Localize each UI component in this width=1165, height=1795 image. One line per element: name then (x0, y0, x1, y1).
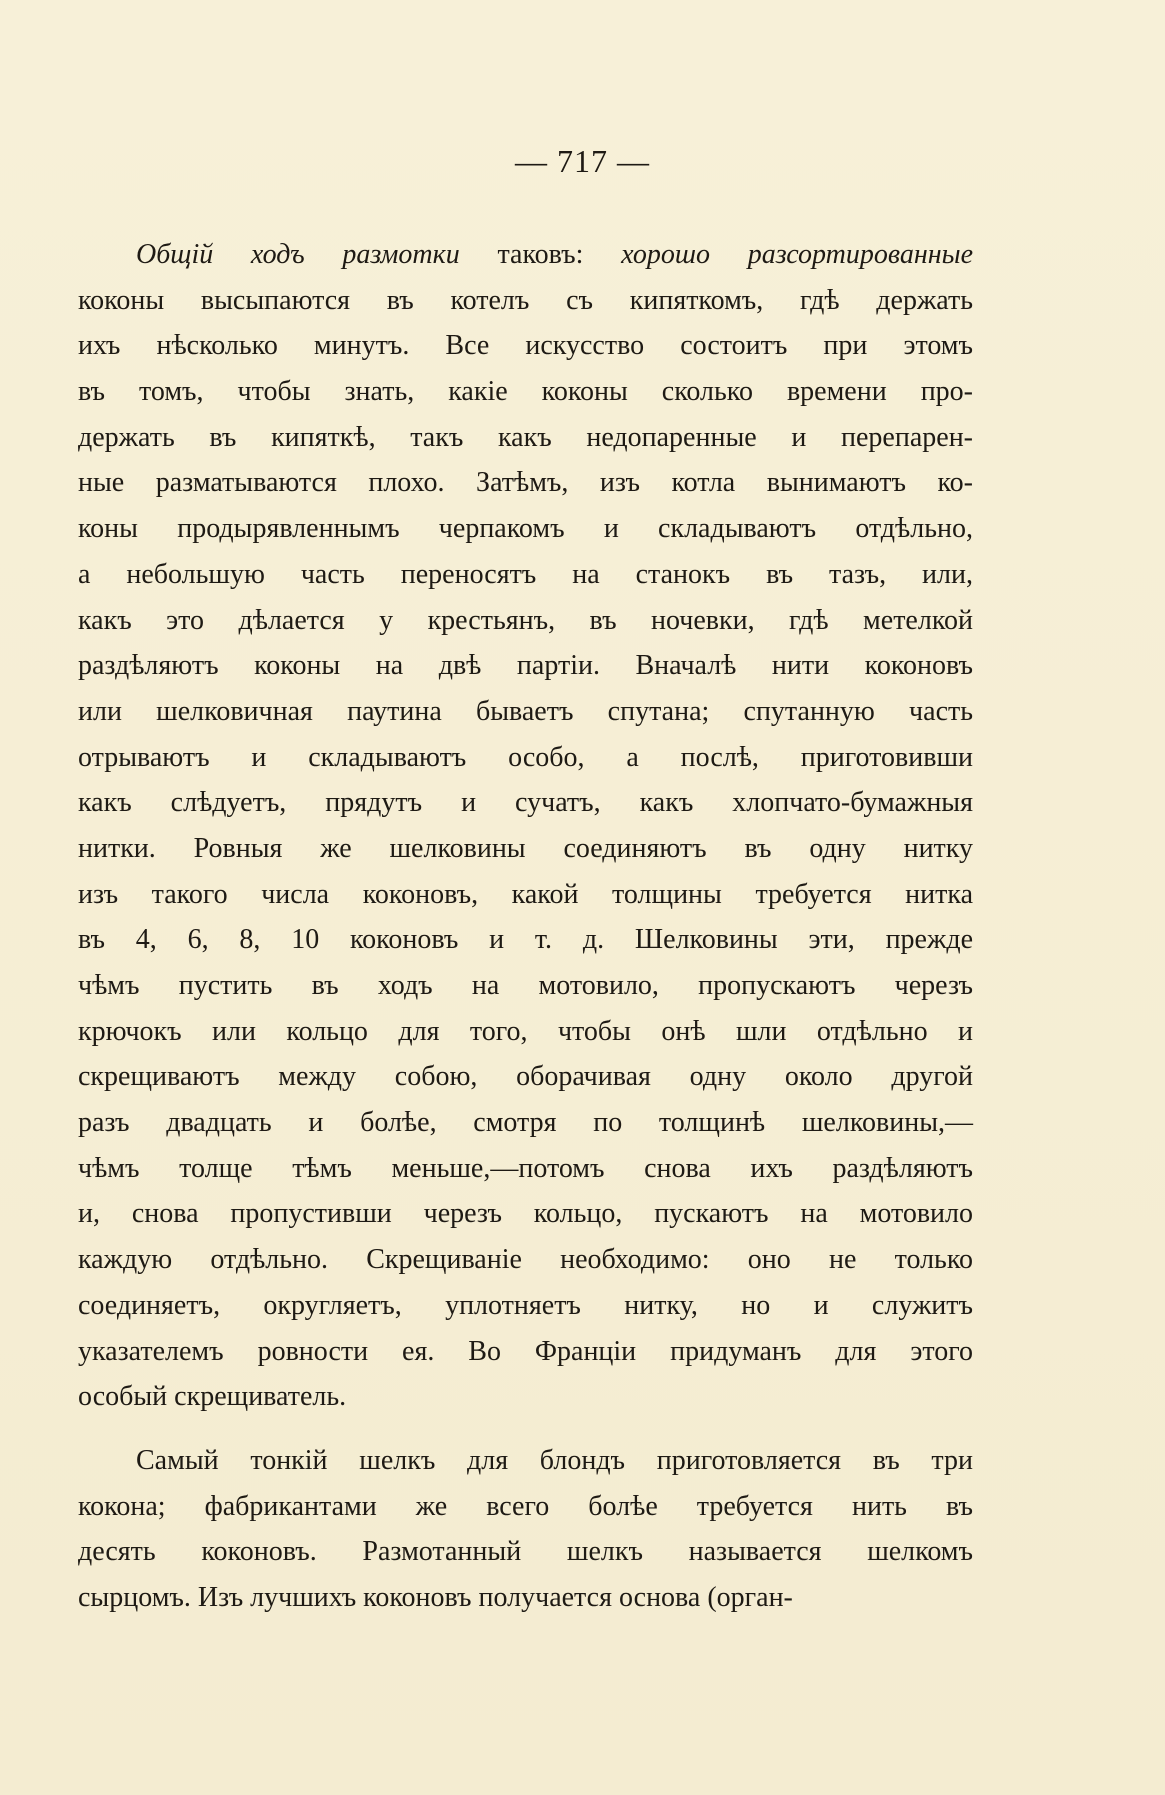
text-line: въ 4, 6, 8, 10 коконовъ и т. д. Шелковины эти, прежде (78, 924, 973, 956)
text-line: въ томъ, чтобы знать, какіе коконы сколько времени про- (78, 376, 973, 408)
text-line: или шелковичная паутина бываетъ спутана; спутанную часть (78, 695, 973, 727)
page-number: — 717 — (515, 143, 650, 179)
text-line: какъ слѣдуетъ, прядутъ и сучатъ, какъ хлопчато-бумажныя (78, 787, 973, 819)
italic-phrase: хорошо разсортированные (621, 239, 974, 270)
text-line: и, снова пропустивши черезъ кольцо, пускаютъ на мотовило (78, 1198, 973, 1230)
paragraph (78, 1438, 973, 1621)
plain-phrase: таковъ: (459, 239, 622, 270)
text-line: десять коконовъ. Размотанный шелкъ называется шелкомъ (78, 1536, 973, 1568)
paragraph (78, 232, 973, 1420)
text-line: крючокъ или кольцо для того, чтобы онѣ шли отдѣльно и (78, 1015, 973, 1047)
text-line: чѣмъ толще тѣмъ меньше,—потомъ снова ихъ раздѣляютъ (78, 1152, 973, 1184)
italic-phrase: Общій ходъ размотки (136, 239, 460, 270)
text-line: Самый тонкій шелкъ для блондъ приготовляется въ три (136, 1444, 973, 1476)
text-line: соединяетъ, округляетъ, уплотняетъ нитку, но и служитъ (78, 1289, 973, 1321)
text-line: коконы высыпаются въ котелъ съ кипяткомъ, гдѣ держать (78, 284, 973, 316)
paragraph-gap (78, 1420, 973, 1438)
text-line: отрываютъ и складываютъ особо, а послѣ, приготовивши (78, 741, 973, 773)
body-text (78, 232, 973, 1621)
text-line: коны продырявленнымъ черпакомъ и складываютъ отдѣльно, (78, 513, 973, 545)
text-line: сырцомъ. Изъ лучшихъ коконовъ получается основа (орган- (78, 1581, 793, 1613)
text-line: чѣмъ пустить въ ходъ на мотовило, пропускаютъ черезъ (78, 970, 973, 1001)
text-line (78, 232, 973, 278)
text-line: ихъ нѣсколько минутъ. Все искусство состоитъ при этомъ (78, 330, 973, 362)
text-line: каждую отдѣльно. Скрещиваніе необходимо: оно не только (78, 1244, 973, 1276)
text-line: изъ такого числа коконовъ, какой толщины требуется нитка (78, 878, 973, 910)
text-line: а небольшую часть переносятъ на станокъ въ тазъ, или, (78, 558, 973, 590)
text-line: раздѣляютъ коконы на двѣ партіи. Вначалѣ нити коконовъ (78, 650, 973, 682)
text-line: особый скрещиватель. (78, 1381, 347, 1413)
text-line: указателемъ ровности ея. Во Франціи придуманъ для этого (78, 1335, 973, 1367)
text-line: нитки. Ровныя же шелковины соединяютъ въ одну нитку (78, 832, 973, 864)
text-line: разъ двадцать и болѣе, смотря по толщинѣ шелковины,— (78, 1107, 973, 1139)
text-line: какъ это дѣлается у крестьянъ, въ ночевки, гдѣ метелкой (78, 604, 973, 636)
text-line: ные разматываются плохо. Затѣмъ, изъ котла вынимаютъ ко- (78, 467, 973, 499)
text-line: скрещиваютъ между собою, оборачивая одну около другой (78, 1061, 973, 1093)
text-line: держать въ кипяткѣ, такъ какъ недопаренные и перепарен- (78, 421, 973, 453)
text-line: кокона; фабрикантами же всего болѣе требуется нить въ (78, 1490, 973, 1522)
